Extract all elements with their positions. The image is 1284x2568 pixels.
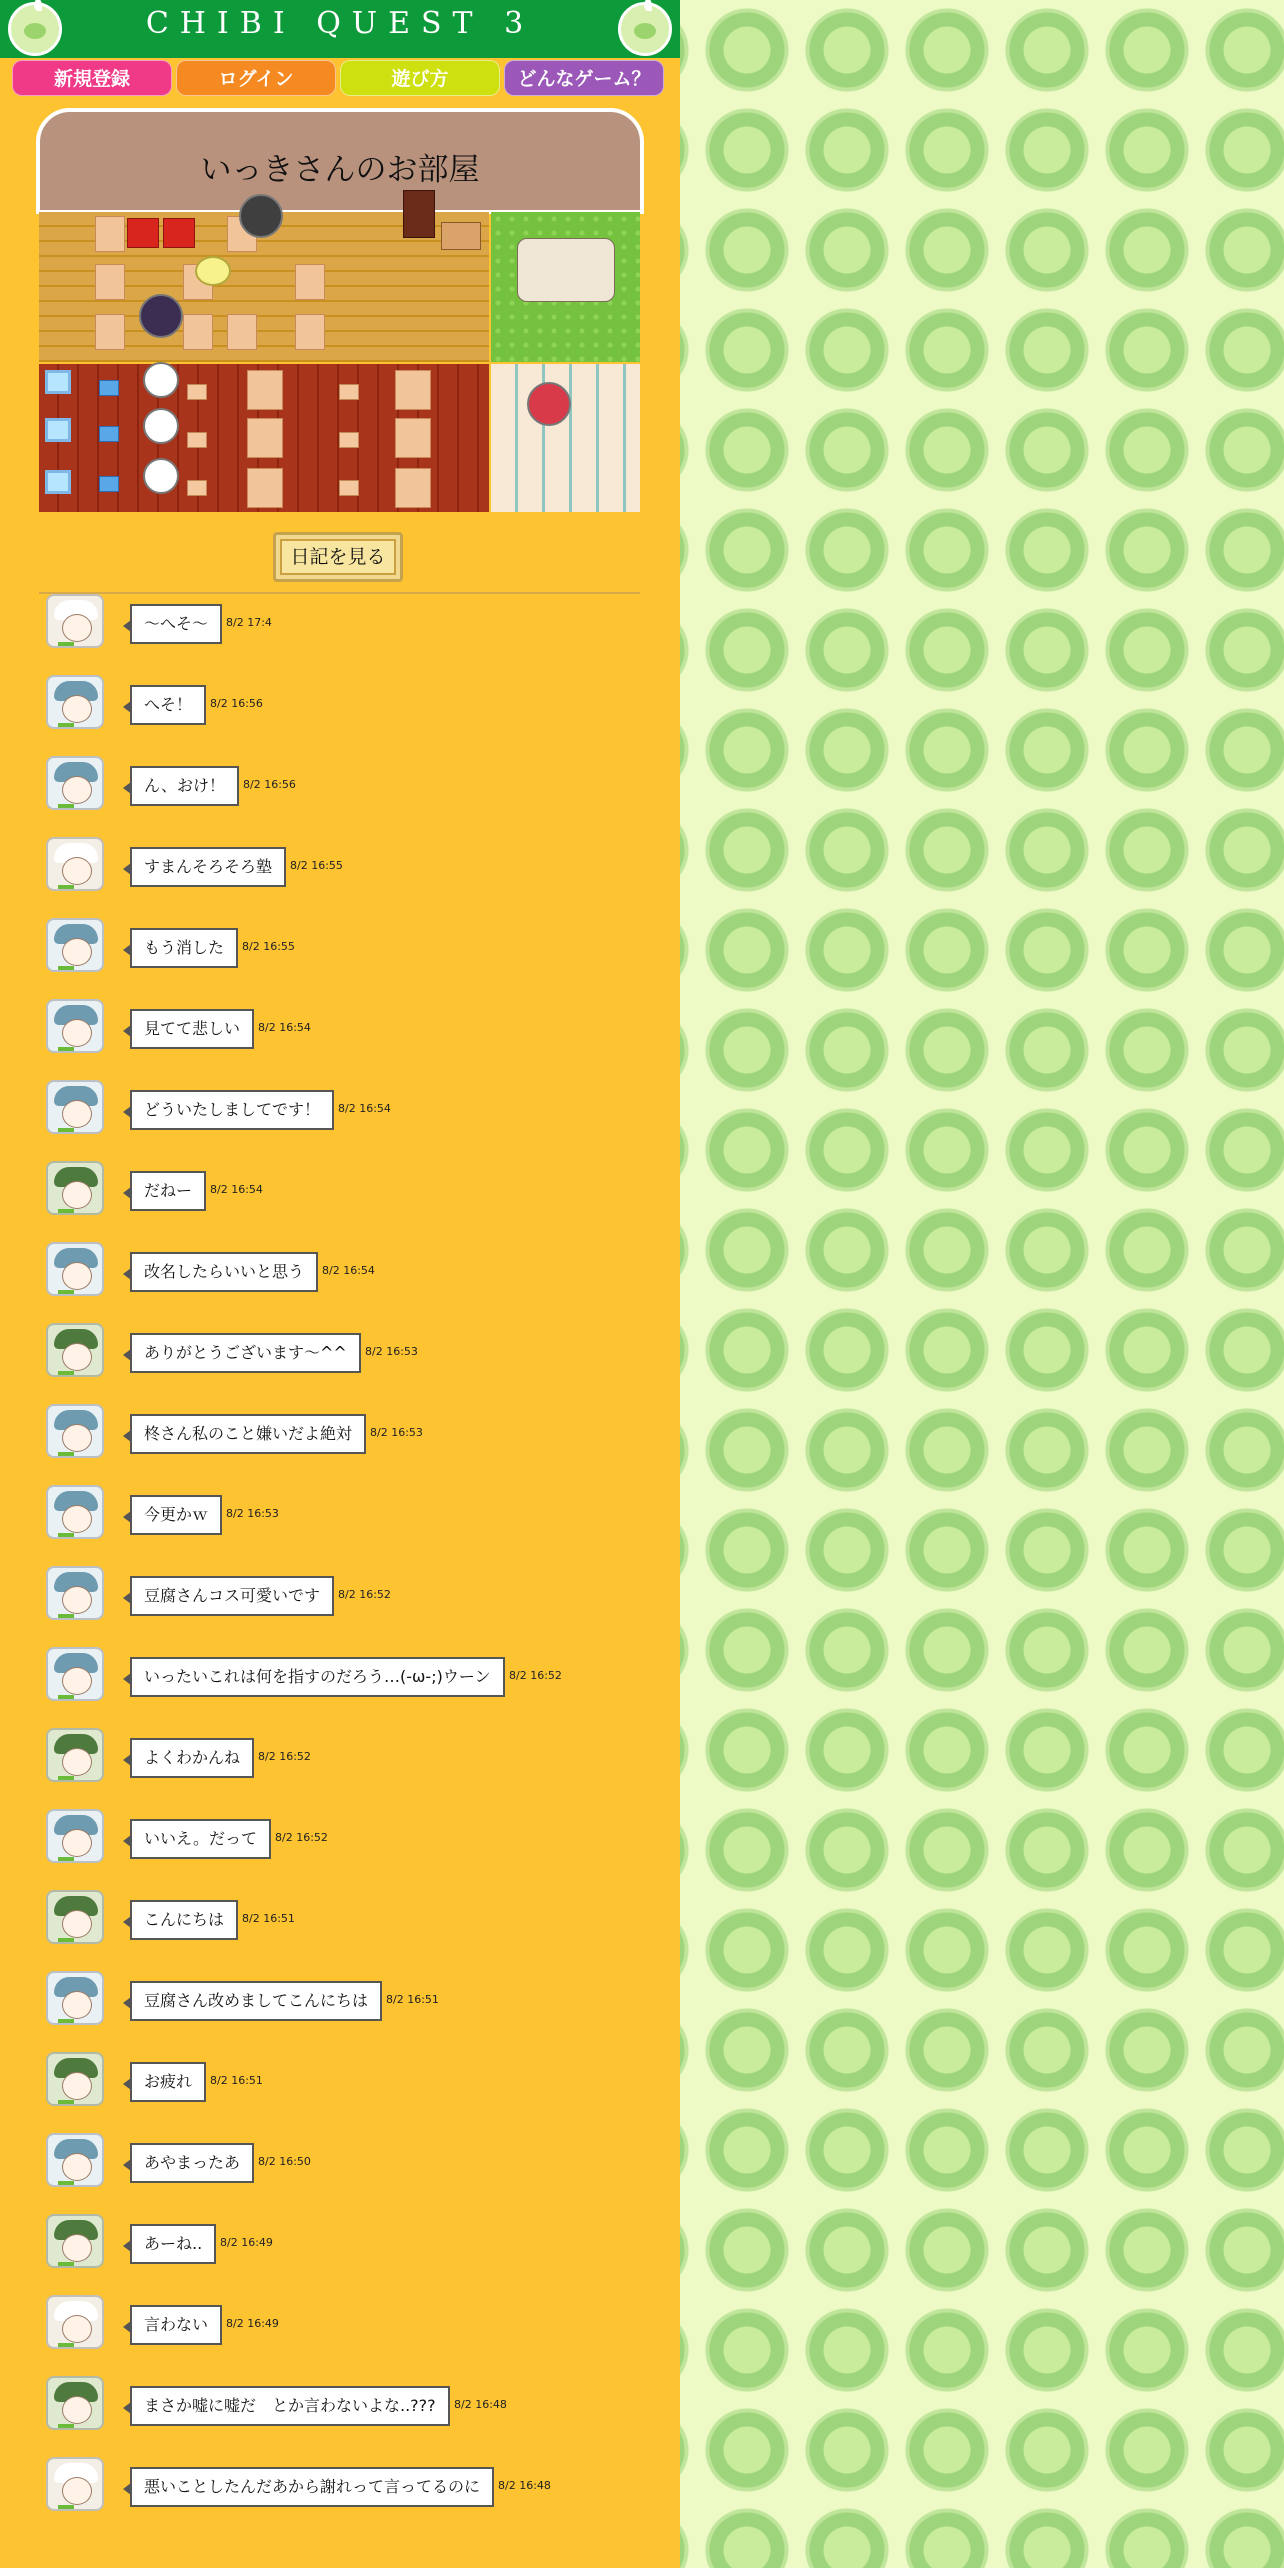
avatar-nametag: [58, 2019, 74, 2023]
room-chair: [339, 384, 359, 400]
character-bear-hat[interactable]: [239, 194, 283, 238]
chat-message: [40, 2295, 640, 2351]
message-timestamp: 8/2 16:53: [365, 1345, 418, 1358]
avatar-nametag: [58, 885, 74, 889]
room-table: [295, 264, 325, 300]
avatar-nametag: [58, 1776, 74, 1780]
user-avatar[interactable]: [46, 1485, 104, 1539]
message-bubble: 見てて悲しい: [130, 1009, 254, 1049]
room-table: [395, 468, 431, 508]
message-bubble: 言わない: [130, 2305, 222, 2345]
room-table: [295, 314, 325, 350]
avatar-nametag: [58, 2505, 74, 2509]
room-chair: [99, 426, 119, 442]
user-avatar[interactable]: [46, 2052, 104, 2106]
avatar-face: [62, 776, 92, 804]
user-avatar[interactable]: [46, 1890, 104, 1944]
nav-login-button[interactable]: [176, 60, 336, 96]
chat-message: [40, 1809, 640, 1865]
message-bubble: こんにちは: [130, 1900, 238, 1940]
message-timestamp: 8/2 16:56: [210, 697, 263, 710]
chat-message: [40, 2376, 640, 2432]
user-avatar[interactable]: [46, 2214, 104, 2268]
room-view: [39, 212, 640, 512]
avatar-nametag: [58, 804, 74, 808]
message-timestamp: 8/2 16:50: [258, 2155, 311, 2168]
avatar-nametag: [58, 723, 74, 727]
message-bubble: お疲れ: [130, 2062, 206, 2102]
room-table: [95, 264, 125, 300]
room-chair: [99, 380, 119, 396]
message-bubble: へそ！: [130, 685, 206, 725]
chat-message: [40, 1647, 640, 1703]
message-bubble: あーね..: [130, 2224, 216, 2264]
room-table: [395, 370, 431, 410]
room-table: [95, 314, 125, 350]
avatar-face: [62, 695, 92, 723]
avatar-face: [62, 857, 92, 885]
room-chair: [99, 476, 119, 492]
avatar-face: [62, 1019, 92, 1047]
avatar-face: [62, 2396, 92, 2424]
avatar-face: [62, 2153, 92, 2181]
avatar-face: [62, 2315, 92, 2343]
character-hooded[interactable]: [139, 294, 183, 338]
avatar-face: [62, 938, 92, 966]
room-table: [227, 314, 257, 350]
message-bubble: すまんそろそろ塾: [130, 847, 286, 887]
message-timestamp: 8/2 16:52: [258, 1750, 311, 1763]
avatar-face: [62, 1667, 92, 1695]
avatar-face: [62, 2477, 92, 2505]
chat-message: [40, 1080, 640, 1136]
room-table: [247, 468, 283, 508]
avatar-nametag: [58, 2424, 74, 2428]
avatar-face: [62, 1424, 92, 1452]
chat-message: [40, 1485, 640, 1541]
avatar-nametag: [58, 642, 74, 646]
avatar-nametag: [58, 1695, 74, 1699]
avatar-nametag: [58, 2262, 74, 2266]
character-chef[interactable]: [143, 362, 179, 398]
room-chair: [187, 384, 207, 400]
avatar-nametag: [58, 2100, 74, 2104]
avatar-face: [62, 1181, 92, 1209]
user-avatar[interactable]: [46, 999, 104, 1053]
user-avatar[interactable]: [46, 1566, 104, 1620]
message-bubble: あやまったあ: [130, 2143, 254, 2183]
message-bubble: 豆腐さん改めましてこんにちは: [130, 1981, 382, 2021]
message-timestamp: 8/2 16:54: [322, 1264, 375, 1277]
user-avatar[interactable]: [46, 675, 104, 729]
chat-message: [40, 2214, 640, 2270]
treasure-chest-icon: [127, 218, 159, 248]
room-table: [247, 418, 283, 458]
message-bubble: どういたしましてです！: [130, 1090, 334, 1130]
user-avatar[interactable]: [46, 1404, 104, 1458]
avatar-nametag: [58, 1533, 74, 1537]
room-table: [247, 370, 283, 410]
dresser-icon: [441, 222, 481, 250]
message-bubble: ん、おけ！: [130, 766, 239, 806]
character-chef[interactable]: [143, 408, 179, 444]
user-avatar[interactable]: [46, 1080, 104, 1134]
room-tile: [45, 418, 71, 442]
room-tile: [45, 470, 71, 494]
message-timestamp: 8/2 16:52: [509, 1669, 562, 1682]
avatar-nametag: [58, 1128, 74, 1132]
room-tile: [45, 370, 71, 394]
message-bubble: もう消した: [130, 928, 238, 968]
chat-message: [40, 1404, 640, 1460]
user-avatar[interactable]: [46, 2295, 104, 2349]
user-avatar[interactable]: [46, 1161, 104, 1215]
message-timestamp: 8/2 16:51: [210, 2074, 263, 2087]
room-chair: [339, 432, 359, 448]
user-avatar[interactable]: [46, 1728, 104, 1782]
user-avatar[interactable]: [46, 837, 104, 891]
chat-message: [40, 2052, 640, 2108]
character-red-hair[interactable]: [527, 382, 571, 426]
chat-message: [40, 1971, 640, 2027]
message-timestamp: 8/2 16:48: [454, 2398, 507, 2411]
avatar-face: [62, 1100, 92, 1128]
chat-message: [40, 918, 640, 974]
avatar-nametag: [58, 2181, 74, 2185]
message-bubble: いったいこれは何を指すのだろう…(-ω-;)ウーン: [130, 1657, 505, 1697]
chat-message: [40, 1323, 640, 1379]
message-timestamp: 8/2 16:55: [290, 859, 343, 872]
nav-howto-label: 遊び方: [391, 68, 449, 90]
user-avatar[interactable]: [46, 918, 104, 972]
chat-message: [40, 1728, 640, 1784]
room-chair: [339, 480, 359, 496]
avatar-face: [62, 614, 92, 642]
grandfather-clock-icon: [403, 190, 435, 238]
message-bubble: 豆腐さんコス可愛いです: [130, 1576, 334, 1616]
avatar-nametag: [58, 1614, 74, 1618]
message-timestamp: 8/2 16:55: [242, 940, 295, 953]
nav-register-label: 新規登録: [53, 68, 130, 90]
message-bubble: 改名したらいいと思う: [130, 1252, 318, 1292]
user-avatar[interactable]: [46, 756, 104, 810]
message-timestamp: 8/2 16:53: [370, 1426, 423, 1439]
message-timestamp: 8/2 16:49: [220, 2236, 273, 2249]
room-zone-tiles: [491, 364, 640, 512]
user-avatar[interactable]: [46, 1323, 104, 1377]
nav-about-button[interactable]: [504, 60, 664, 96]
avatar-face: [62, 1991, 92, 2019]
site-title[interactable]: CHIBI QUEST 3: [145, 6, 535, 41]
avatar-face: [62, 1748, 92, 1776]
avatar-face: [62, 2234, 92, 2262]
avatar-nametag: [58, 966, 74, 970]
chat-message: [40, 1161, 640, 1217]
chat-message: [40, 594, 640, 650]
room-table: [183, 314, 213, 350]
chat-message: [40, 837, 640, 893]
avatar-nametag: [58, 1290, 74, 1294]
view-diary-button[interactable]: 日記を見る: [273, 532, 403, 582]
message-timestamp: 8/2 16:51: [242, 1912, 295, 1925]
user-avatar[interactable]: [46, 1242, 104, 1296]
message-timestamp: 8/2 16:49: [226, 2317, 279, 2330]
message-bubble: よくわかんね: [130, 1738, 254, 1778]
user-avatar[interactable]: [46, 1809, 104, 1863]
room-table: [395, 418, 431, 458]
avatar-nametag: [58, 1857, 74, 1861]
chat-message: [40, 1890, 640, 1946]
message-bubble: 今更かｗ: [130, 1495, 222, 1535]
avatar-face: [62, 1910, 92, 1938]
message-bubble: ありがとうございます～^^: [130, 1333, 361, 1373]
message-timestamp: 8/2 16:52: [338, 1588, 391, 1601]
message-timestamp: 8/2 16:54: [258, 1021, 311, 1034]
character-yellow-blob[interactable]: [195, 256, 231, 286]
avatar-nametag: [58, 1938, 74, 1942]
avatar-face: [62, 2072, 92, 2100]
message-timestamp: 8/2 17:4: [226, 616, 272, 629]
user-avatar[interactable]: [46, 2133, 104, 2187]
message-timestamp: 8/2 16:52: [275, 1831, 328, 1844]
room-chair: [187, 480, 207, 496]
message-timestamp: 8/2 16:53: [226, 1507, 279, 1520]
main-nav: [0, 58, 680, 98]
nav-about-label: どんなゲーム？: [517, 68, 651, 90]
chat-message: [40, 1242, 640, 1298]
avatar-face: [62, 1829, 92, 1857]
message-bubble: だねー: [130, 1171, 206, 1211]
avatar-face: [62, 1586, 92, 1614]
nav-howto-button[interactable]: [340, 60, 500, 96]
food-truck-icon: [517, 238, 615, 302]
user-avatar[interactable]: [46, 2457, 104, 2511]
message-timestamp: 8/2 16:51: [386, 1993, 439, 2006]
chat-message: [40, 675, 640, 731]
chat-message: [40, 756, 640, 812]
chat-message: [40, 999, 640, 1055]
message-timestamp: 8/2 16:54: [210, 1183, 263, 1196]
user-avatar[interactable]: [46, 1647, 104, 1701]
room-title: いっきさんのお部屋: [200, 152, 480, 188]
mascot-right-icon: [618, 2, 672, 56]
user-avatar[interactable]: [46, 1971, 104, 2025]
avatar-nametag: [58, 2343, 74, 2347]
user-avatar[interactable]: [46, 2376, 104, 2430]
chat-message: [40, 1566, 640, 1622]
message-timestamp: 8/2 16:56: [243, 778, 296, 791]
avatar-nametag: [58, 1209, 74, 1213]
user-avatar[interactable]: [46, 594, 104, 648]
message-timestamp: 8/2 16:54: [338, 1102, 391, 1115]
room-table: [95, 216, 125, 252]
message-bubble: 柊さん私のこと嫌いだよ絶対: [130, 1414, 366, 1454]
nav-register-button[interactable]: [12, 60, 172, 96]
avatar-nametag: [58, 1047, 74, 1051]
message-bubble: まさか嘘に嘘だ とか言わないよな..???: [130, 2386, 450, 2426]
avatar-nametag: [58, 1452, 74, 1456]
chat-message: [40, 2133, 640, 2189]
room-chair: [187, 432, 207, 448]
avatar-face: [62, 1505, 92, 1533]
message-bubble: ～へそ～: [130, 604, 222, 644]
nav-login-label: ログイン: [218, 68, 294, 90]
avatar-nametag: [58, 1371, 74, 1375]
chat-message: [40, 2457, 640, 2513]
character-chef[interactable]: [143, 458, 179, 494]
avatar-face: [62, 1343, 92, 1371]
treasure-chest-icon: [163, 218, 195, 248]
message-timestamp: 8/2 16:48: [498, 2479, 551, 2492]
avatar-face: [62, 1262, 92, 1290]
site-header: [0, 0, 680, 58]
message-bubble: 悪いことしたんだあから謝れって言ってるのに: [130, 2467, 494, 2507]
message-bubble: いいえ。だって: [130, 1819, 271, 1859]
